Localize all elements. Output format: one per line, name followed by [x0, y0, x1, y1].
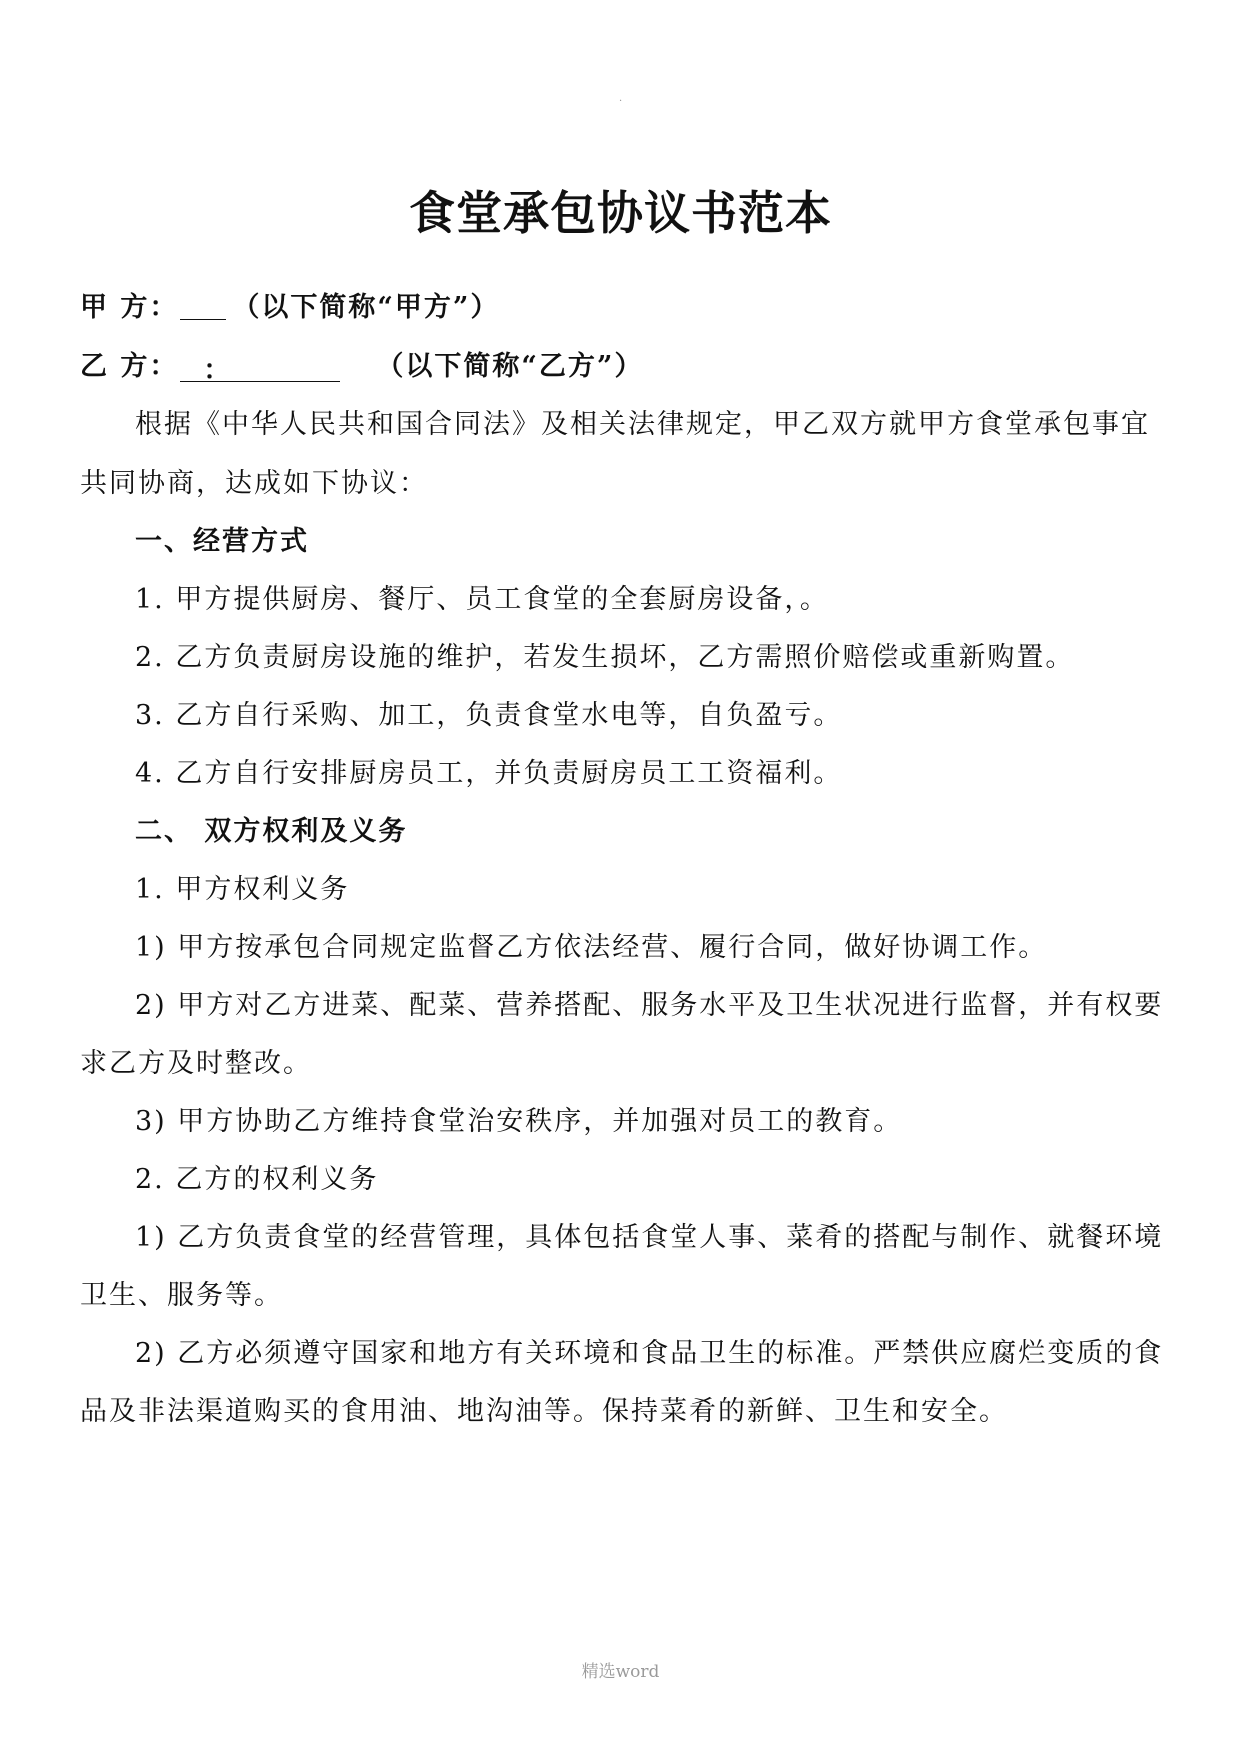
section-1-item-2: 2. 乙方负责厨房设施的维护，若发生损坏，乙方需照价赔偿或重新购置。	[135, 642, 1075, 673]
party-a-line	[80, 288, 499, 328]
intro-line-2: 共同协商，达成如下协议：	[80, 468, 428, 499]
section-1-item-4: 4. 乙方自行安排厨房员工，并负责厨房员工工资福利。	[135, 758, 843, 789]
section-1-item-3: 3. 乙方自行采购、加工，负责食堂水电等，自负盈亏。	[135, 700, 843, 731]
section-2-sub-2-item-2-line-1: 2) 乙方必须遵守国家和地方有关环境和食品卫生的标准。严禁供应腐烂变质的食	[135, 1338, 1164, 1369]
party-a-label: 甲 方：	[80, 292, 179, 323]
section-2-sub-1-item-2-line-1: 2) 甲方对乙方进菜、配菜、营养搭配、服务水平及卫生状况进行监督，并有权要	[135, 990, 1164, 1021]
section-2-sub-2-item-1-line-1: 1) 乙方负责食堂的经营管理，具体包括食堂人事、菜肴的搭配与制作、就餐环境	[135, 1222, 1164, 1253]
page-footer: 精选word	[581, 1662, 660, 1682]
section-2-sub-2-heading: 2. 乙方的权利义务	[135, 1164, 379, 1195]
section-2-heading: 二、 双方权利及义务	[135, 816, 408, 847]
section-2-sub-2-item-2-line-2: 品及非法渠道购买的食用油、地沟油等。保持菜肴的新鲜、卫生和安全。	[80, 1396, 1008, 1427]
party-b-label: 乙 方：	[80, 351, 179, 382]
section-1-item-1: 1. 甲方提供厨房、餐厅、员工食堂的全套厨房设备，。	[135, 584, 829, 615]
section-2-sub-1-item-2-line-2: 求乙方及时整改。	[80, 1048, 312, 1079]
section-2-sub-2-item-1-line-2: 卫生、服务等。	[80, 1280, 283, 1311]
party-a-blank	[180, 289, 226, 320]
page-title: 食堂承包协议书范本	[409, 186, 832, 240]
party-a-note: （以下简称“甲方”）	[232, 292, 500, 323]
section-2-sub-1-item-3: 3) 甲方协助乙方维持食堂治安秩序，并加强对员工的教育。	[135, 1106, 903, 1137]
section-2-sub-1-item-1: 1) 甲方按承包合同规定监督乙方依法经营、履行合同，做好协调工作。	[135, 932, 1048, 963]
party-b-note: （以下简称“乙方”）	[376, 351, 644, 382]
section-1-heading: 一、经营方式	[135, 526, 309, 557]
section-2-sub-1-heading: 1. 甲方权利义务	[135, 874, 350, 905]
party-b-blank	[180, 351, 340, 386]
party-b-line	[80, 347, 643, 387]
intro-line-1: 根据《中华人民共和国合同法》及相关法律规定，甲乙双方就甲方食堂承包事宜	[135, 409, 1150, 440]
party-b-blank-text: ：	[203, 355, 233, 386]
header-mark: ·	[619, 96, 623, 107]
